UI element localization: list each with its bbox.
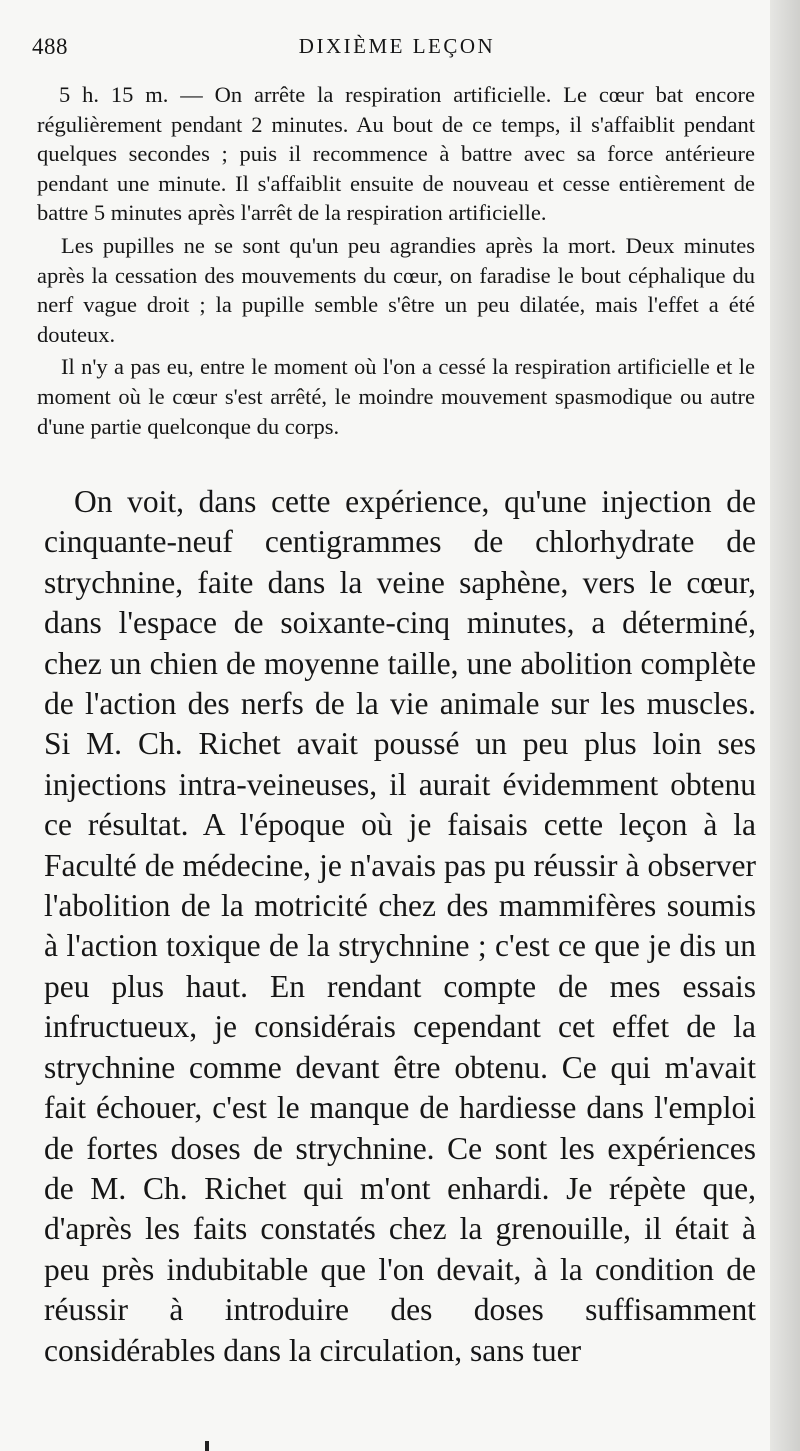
main-body-text [44,482,756,1371]
page-edge-shadow [770,0,800,1451]
running-title: DIXIÈME LEÇON [298,34,496,58]
notes-paragraph-3: Il n'y a pas eu, entre le moment où l'on a cessé la respiration artificielle et le moment où le cœur s'est arrêté, le moindre mouvement spasmodique ou autre d'une partie quelconque du corps. [37,354,755,439]
body-paragraph: On voit, dans cette expérience, qu'une injection de cinquante-neuf centigrammes de chlorhydrate de strychnine, faite dans la veine saphène, vers le cœur, dans l'espace de soixante-cinq minutes, a déterminé, chez un chien de moyenne taille, une abolition complète de l'action des nerfs de la vie animale sur les muscles. Si M. Ch. Richet avait poussé un peu plus loin ses injections intra-veineuses, il aurait évidemment obtenu ce résultat. A l'époque où je faisais cette leçon à la Faculté de médecine, je n'avais pas pu réussir à observer l'abolition de la motricité chez des mammifères soumis à l'action toxique de la strychnine ; c'est ce que je dis un peu plus haut. En rendant compte de mes essais infructueux, je considérais cependant cet effet de la strychnine comme devant être obtenu. Ce qui m'avait fait échouer, c'est le manque de hardiesse dans l'emploi de fortes doses de strychnine. Ce sont les expériences de M. Ch. Richet qui m'ont enhardi. Je répète que, d'après les faits constatés chez la grenouille, il était à peu près indubitable que l'on devait, à la condition de réussir à introduire des doses suffisamment considérables dans la circulation, sans tuer [44,484,756,1368]
page-number: 488 [32,34,68,59]
print-mark [205,1441,209,1451]
notes-paragraph-2: Les pupilles ne se sont qu'un peu agrandies après la mort. Deux minutes après la cessation des mouvements du cœur, on faradise le bout céphalique du nerf vague droit ; la pupille semble s'être un peu dilatée, mais l'effet a été douteux. [37,232,755,347]
page-header [32,34,762,64]
experiment-notes [37,80,755,444]
notes-paragraph-1: 5 h. 15 m. — On arrête la respiration artificielle. Le cœur bat encore régulièrement pendant 2 minutes. Au bout de ce temps, il s'affaiblit pendant quelques secondes ; puis il recommence à battre avec sa force antérieure pendant une minute. Il s'affaiblit ensuite de nouveau et cesse entièrement de battre 5 minutes après l'arrêt de la respiration artificielle. [37,82,755,226]
